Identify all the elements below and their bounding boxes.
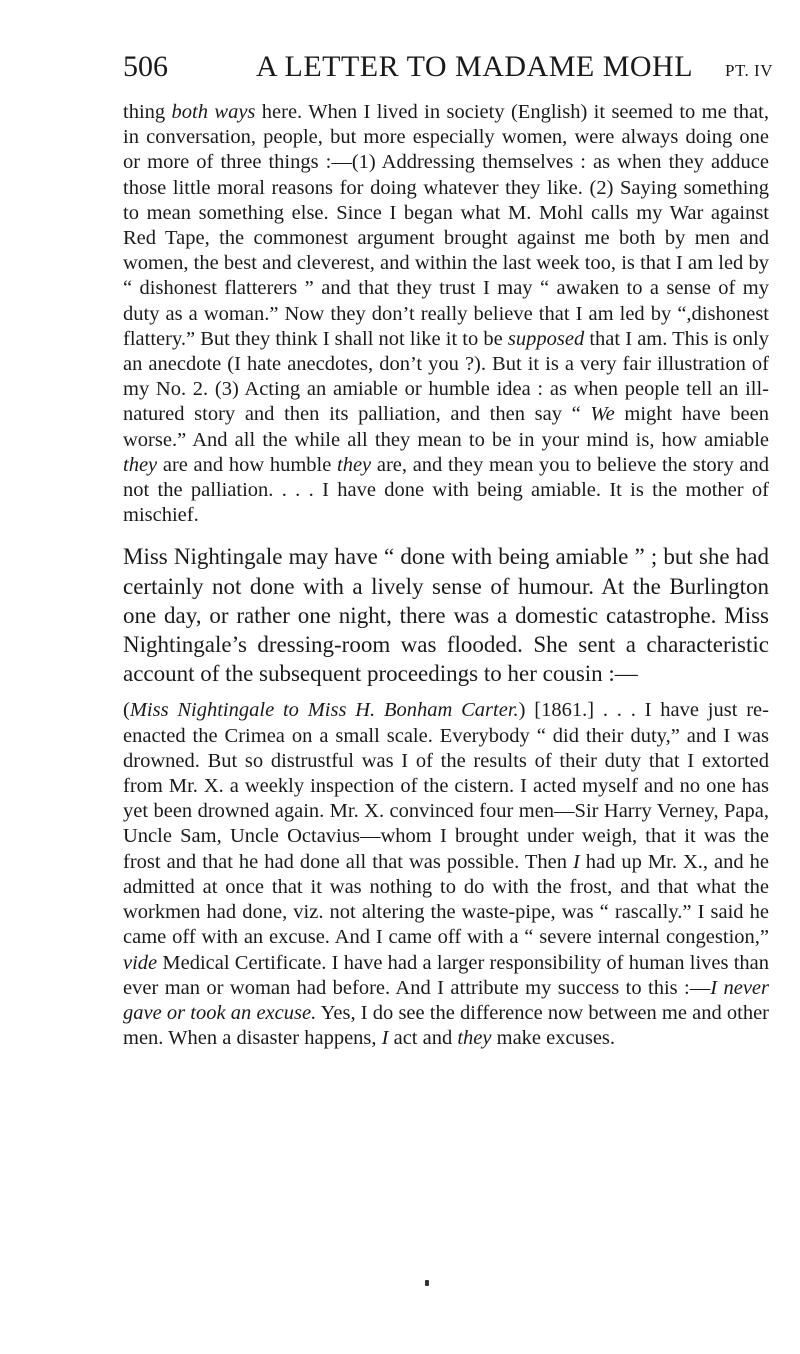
text-run: make excuses. xyxy=(491,1027,616,1050)
italic-text-run: I xyxy=(381,1027,389,1050)
italic-text-run: they xyxy=(337,453,372,476)
text-run: ( xyxy=(123,699,130,722)
italic-text-run: vide xyxy=(123,951,158,974)
text-run: here. When I lived in society (English) it seemed to me that, in conversation, people, but more especially women, were always doing one or more of three things :—(1) Addressing themselves : as when they adduce those little moral reasons for doing whatever they like. (2) Saying something to mean something else. Since I began what M. Mohl calls my War against Red Tape, the commonest argument brought against me both by men and women, the best and cleverest, and within the last week too, is that I am led by “ dishonest flatterers ” and that they trust I may “ awaken to a sense of my duty as a woman.” Now they don’t really believe that I am led by “,dishonest flattery.” But they think I shall not like it to be xyxy=(123,101,769,350)
quoted-letter-paragraph xyxy=(123,698,769,1051)
italic-text-run: they xyxy=(123,453,158,476)
italic-text-run: both ways xyxy=(171,101,256,123)
running-title: A LETTER TO MADAME MOHL xyxy=(256,50,694,83)
page-number: 506 xyxy=(123,50,168,83)
narrative-paragraph xyxy=(123,542,769,688)
italic-text-run: they xyxy=(457,1027,492,1050)
text-run: Medical Certificate. I have had a larger responsibility of human lives than ever man or woman had before. And I attribute my success to this :— xyxy=(123,951,769,999)
italic-text-run: I never gave or took an excuse. xyxy=(123,976,770,1024)
italic-text-run: Miss Nightingale to Miss H. Bonham Carter. xyxy=(129,699,519,722)
text-run: Yes, I do see the difference now between me and other men. When a disaster happens, xyxy=(123,1001,770,1050)
text-run: are, and they mean you to believe the story and not the palliation. . . . I have done with being amiable. It is the mother of mischief. xyxy=(123,453,769,527)
italic-text-run: supposed xyxy=(507,327,585,350)
text-run: act and xyxy=(388,1027,458,1050)
page-header xyxy=(123,50,773,90)
text-run: thing xyxy=(123,101,172,123)
italic-text-run: We xyxy=(590,403,615,426)
text-run: are and how humble xyxy=(157,453,338,476)
text-run: had up Mr. X., and he admitted at once that it was nothing to do with the frost, and that what the workmen had done, viz. not altering the waste-pipe, was “ rascally.” I said he came off with an excuse. And I came off with a “ severe internal congestion,” xyxy=(123,850,769,949)
letter-excerpt-paragraph xyxy=(123,100,769,528)
text-run: Miss Nightingale may have “ done with being amiable ” ; but she had certainly not done with a lively sense of humour. At the Burlington one day, or rather one night, there was a domestic catastrophe. Miss Nightingale’s dressing-room was flooded. She sent a characteristic account of the subsequent proceedings to her cousin :— xyxy=(123,544,769,687)
text-run: ) [1861.] . . . I have just re-enacted the Crimea on a small scale. Everybody “ did their duty,” and I was drowned. But so distrustful was I of the results of their duty that I extorted from Mr. X. a weekly inspection of the cistern. I acted myself and no one has yet been drowned again. Mr. X. convinced four men—Sir Harry Verney, Papa, Uncle Sam, Uncle Octavius—whom I brought under weigh, that it was the frost and that he had done all that was possible. Then xyxy=(123,699,769,873)
italic-text-run: I xyxy=(572,850,580,873)
print-mark xyxy=(425,1280,429,1286)
part-label: PT. IV xyxy=(724,61,773,80)
page-body xyxy=(123,100,769,1051)
text-run: that I am. This is only an anecdote (I hate anecdotes, don’t you ?). But it is a very fair illustration of my No. 2. (3) Acting an amiable or humble idea : as when people tell an ill-natured story and then its palliation, and then say “ xyxy=(123,327,769,426)
text-run: might have been worse.” And all the while all they mean to be in your mind is, how amiable xyxy=(123,403,769,451)
